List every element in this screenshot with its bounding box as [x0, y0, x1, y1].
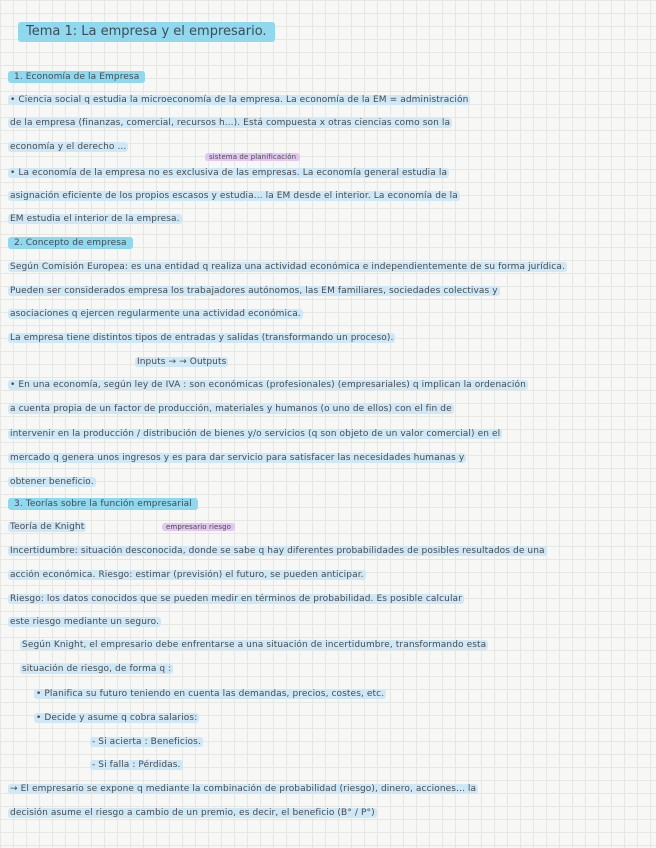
s2-p3-line-3: intervenir en la producción / distribución de bienes y/o servicios (q son objeto de un valor comercial) en el [10, 429, 501, 439]
s3-p2-line-2: situación de riesgo, de forma q : [22, 664, 172, 674]
s1-p1-line-2: de la empresa (finanzas, comercial, recursos h...). Está compuesta x otras ciencias como son la [10, 118, 451, 128]
s2-p1-line-1: Según Comisión Europea: es una entidad q realiza una actividad económica e independientemente de su forma jurídica. [10, 262, 565, 272]
s3-bullet-3: - Si acierta : Beneficios. [92, 737, 201, 747]
s3-p1-line-1: Incertidumbre: situación desconocida, donde se sabe q hay diferentes probabilidades de posibles resultados de una [10, 546, 545, 556]
section-heading-1: 1. Economía de la Empresa [8, 71, 145, 83]
s3-p2-line-1: Según Knight, el empresario debe enfrentarse a una situación de incertidumbre, transformando esta [22, 640, 487, 650]
s3-subheading: Teoría de Knight [10, 522, 85, 532]
s2-p2: La empresa tiene distintos tipos de entradas y salidas (transformando un proceso). [10, 333, 394, 343]
s3-tag: empresario riesgo [162, 523, 235, 531]
section-heading-2: 2. Concepto de empresa [8, 237, 133, 249]
s3-bullet-2: • Decide y asume q cobra salarios: [36, 713, 198, 723]
s3-bullet-4: - Si falla : Pérdidas. [92, 760, 181, 770]
s1-p2-line-2: asignación eficiente de los propios escasos y estudia... la EM desde el interior. La economía de la [10, 191, 458, 201]
section-heading-3: 3. Teorías sobre la función empresarial [8, 498, 198, 510]
s1-p1-line-1: • Ciencia social q estudia la microeconomía de la empresa. La economía de la EM = administración [10, 95, 469, 105]
s2-p1-line-2: Pueden ser considerados empresa los trabajadores autónomos, las EM familiares, sociedades colectivas y [10, 286, 498, 296]
s3-p1-line-2: acción económica. Riesgo: estimar (previsión) el futuro, se pueden anticipar. [10, 570, 364, 580]
s2-p3-line-5: obtener beneficio. [10, 477, 94, 487]
page-title: Tema 1: La empresa y el empresario. [18, 22, 275, 42]
s1-p2-line-3: EM estudia el interior de la empresa. [10, 214, 180, 224]
s3-p3-line-2: decisión asume el riesgo a cambio de un premio, es decir, el beneficio (B° / P°) [10, 808, 375, 818]
s3-p1-line-3: Riesgo: los datos conocidos que se pueden medir en términos de probabilidad. Es posible calcular [10, 594, 462, 604]
s3-bullet-1: • Planifica su futuro teniendo en cuenta las demandas, precios, costes, etc. [36, 689, 385, 699]
s2-p3-line-4: mercado q genera unos ingresos y es para dar servicio para satisfacer las necesidades humanas y [10, 453, 465, 463]
s2-p3-line-2: a cuenta propia de un factor de producción, materiales y humanos (o uno de ellos) con el fin de [10, 404, 452, 414]
s2-p1-line-3: asociaciones q ejercen regularmente una actividad económica. [10, 309, 301, 319]
s3-p1-line-4: este riesgo mediante un seguro. [10, 617, 160, 627]
s1-p2-line-1: • La economía de la empresa no es exclusiva de las empresas. La economía general estudia la [10, 168, 448, 178]
s3-p3-line-1: → El empresario se expone q mediante la combinación de probabilidad (riesgo), dinero, acciones... la [10, 784, 477, 794]
s2-p3-line-1: • En una economía, según ley de IVA : son económicas (profesionales) (empresariales) q implican la ordenación [10, 380, 526, 390]
s1-p1-line-3: economía y el derecho ... [10, 142, 127, 152]
s1-tag: sistema de planificación [205, 153, 300, 161]
s2-flow: Inputs → → Outputs [137, 357, 227, 367]
